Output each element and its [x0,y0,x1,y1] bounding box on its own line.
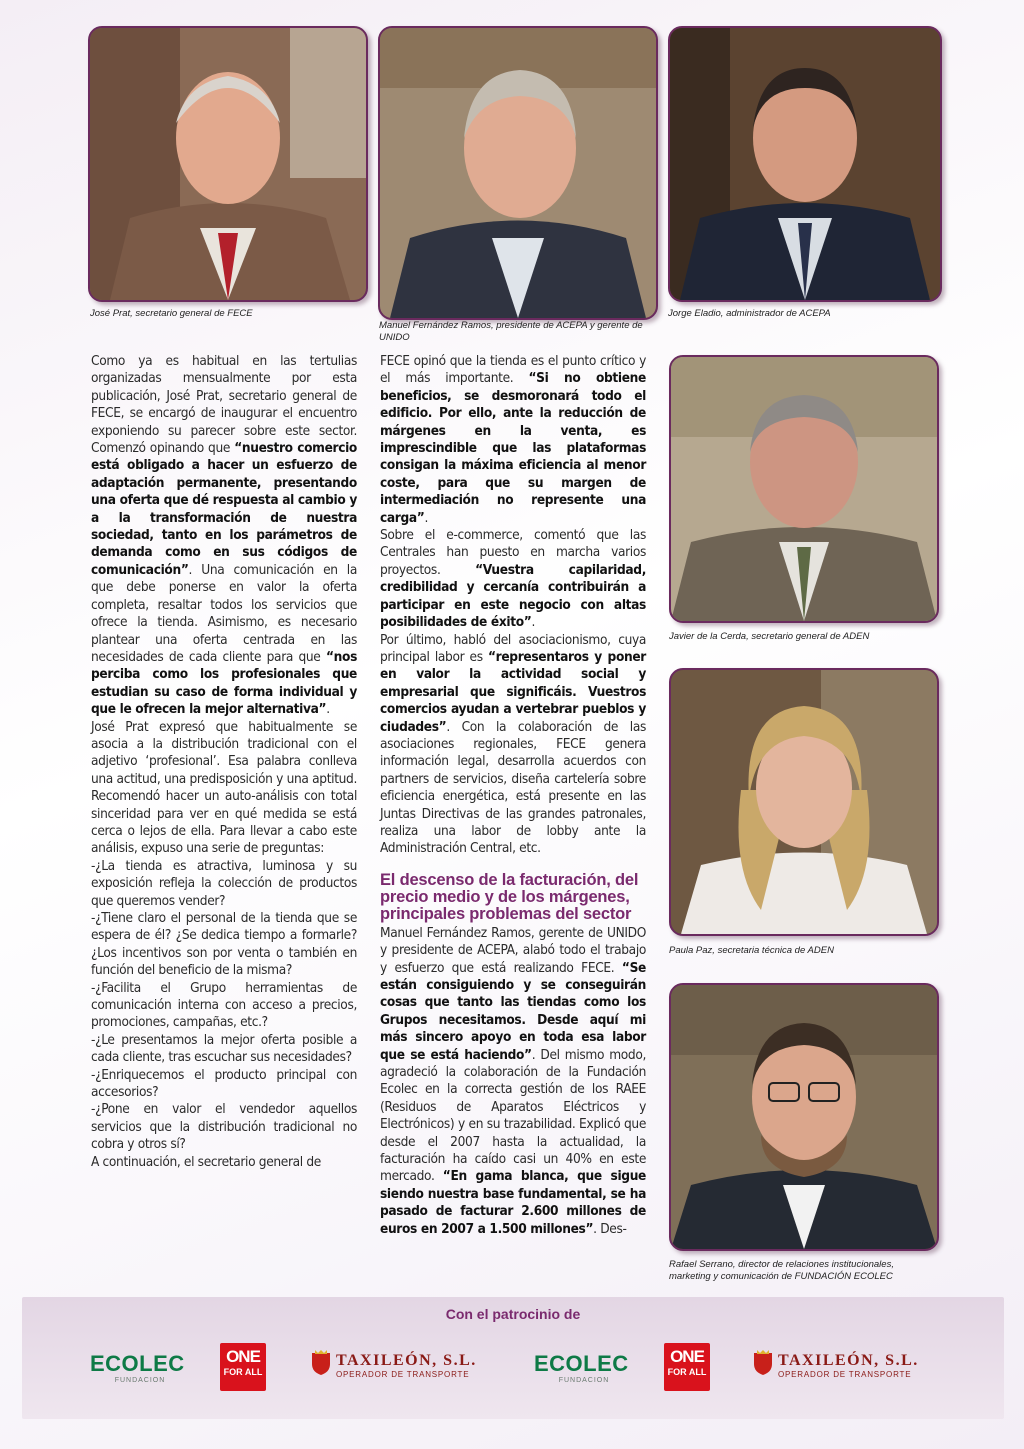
one-for-all-logo: ONE FOR ALL [220,1343,266,1391]
caption-manuel-fernandez: Manuel Fernández Ramos, presidente de ACEPA y gerente de UNIDO [379,320,643,343]
crest-icon [752,1350,774,1376]
photo-jorge-eladio [668,26,942,302]
paragraph: FECE opinó que la tienda es el punto crítico y el más importante. “Si no obtiene beneficios, se desmoronará todo el edificio. Por ello, ante la reducción de márgenes en la venta, es imprescindible que las plataformas consigan la máxima eficiencia al menor coste, para que su margen de intermediación no represente una carga”. [380,353,646,526]
caption-paula-paz: Paula Paz, secretaria técnica de ADEN [669,945,834,956]
section-subheading: El descenso de la facturación, del precio medio y de los márgenes, principales problemas del sector [380,870,639,923]
sponsor-band [22,1297,1004,1419]
caption-jorge-eladio: Jorge Eladio, administrador de ACEPA [668,308,831,319]
article-column-2 [380,353,646,1238]
photo-rafael-serrano [669,983,939,1251]
photo-jose-prat [88,26,368,302]
photo-manuel-fernandez [378,26,658,320]
ecolec-logo: ECOLEC FUNDACION [90,1351,185,1384]
question-item: -¿Tiene claro el personal de la tienda que se espera de él? ¿Se dedica tiempo a formarle? ¿Los incentivos son por venta o también en función del beneficio de la misma? [91,910,357,979]
paragraph: A continuación, el secretario general de [91,1153,321,1170]
question-item: -¿Le presentamos la mejor oferta posible a cada cliente, tras escuchar sus necesidades? [91,1031,357,1066]
paragraph: Por último, habló del asociacionismo, cuya principal labor es “representaros y poner en valor la actividad social y empresarial que significáis. Vuestros comercios ayudan a vertebrar pueblos y ciudades”. Con la colaboración de las asociaciones regionales, FECE genera información legal, desarrolla acuerdos con partners de servicios, diseña cartelería sobre eficiencia energética, está presente en las Juntas Directivas de las grandes patronales, realiza una labor de lobby ante la Administración Central, etc. [380,631,646,857]
question-item: -¿Facilita el Grupo herramientas de comunicación interna con acceso a precios, promociones, campañas, etc.? [91,979,357,1031]
question-item: -¿La tienda es atractiva, luminosa y su exposición refleja la colección de productos que queremos vender? [91,857,357,909]
paragraph: José Prat expresó que habitualmente se asocia a la distribución tradicional con el adjetivo ‘profesional’. Esa palabra conlleva una actitud, una predisposición y una aptitud. Recomendó hacer un auto-análisis con total sinceridad para ver en qué medida se está cerca o lejos de ella. Para llevar a cabo este análisis, expuso una serie de preguntas: [91,718,357,857]
sponsor-title: Con el patrocinio de [445,1306,581,1322]
one-for-all-logo: ONE FOR ALL [664,1343,710,1391]
article-column-1 [91,353,357,1171]
paragraph: Manuel Fernández Ramos, gerente de UNIDO y presidente de ACEPA, alabó todo el trabajo y esfuerzo que está realizando FECE. “Se están consiguiendo y se conseguirán cosas que tanto las tiendas como los Grupos necesitamos. Desde aquí mi más sincero apoyo en toda esa labor que se está haciendo”. Del mismo modo, agradeció la colaboración de la Fundación Ecolec en la correcta gestión de los RAEE (Residuos de Aparatos Eléctricos y Electrónicos) y en su trazabilidad. Explicó que desde el 2007 hasta la actualidad, la facturación ha caído casi un 40% en este mercado. “En gama blanca, que sigue siendo nuestra base fundamental, se ha pasado de facturar 2.600 millones de euros en 2007 a 1.500 millones”. Des- [380,924,646,1237]
caption-jose-prat: José Prat, secretario general de FECE [90,308,253,319]
photo-paula-paz [669,668,939,936]
photo-javier-de-la-cerda [669,355,939,623]
paragraph: Sobre el e-commerce, comentó que las Centrales han puesto en marcha varios proyectos. “Vuestra capilaridad, credibilidad y cercanía contribuirán a participar en este negocio con altas posibilidades de éxito”. [380,527,646,631]
question-item: -¿Enriquecemos el producto principal con accesorios? [91,1066,357,1101]
caption-javier-de-la-cerda: Javier de la Cerda, secretario general de ADEN [669,631,870,642]
ecolec-logo: ECOLEC FUNDACION [534,1351,629,1384]
caption-rafael-serrano-line1: Rafael Serrano, director de relaciones institucionales, [669,1259,894,1270]
caption-rafael-serrano [669,1259,949,1283]
question-item: -¿Pone en valor el vendedor aquellos servicios que la distribución tradicional no cobra y otros sí? [91,1101,357,1153]
taxileon-logo: TAXILEÓN, S.L. OPERADOR DE TRANSPORTE [752,1352,952,1379]
crest-icon [310,1350,332,1376]
paragraph: Como ya es habitual en las tertulias organizadas mensualmente por esta publicación, José Prat, secretario general de FECE, se encargó de inaugurar el encuentro exponiendo su parecer sobre este sector. Comenzó opinando que “nuestro comercio está obligado a hacer un esfuerzo de adaptación permanente, presentando una oferta que dé respuesta al cambio y a la transformación de nuestra sociedad, tanto en los parámetros de demanda como en sus códigos de comunicación”. Una comunicación en la que debe ponerse en valor la oferta completa, resaltar todos los servicios que ofrece la tienda. Asimismo, es necesario plantear una oferta centrada en las necesidades de cada cliente para que “nos perciba como los profesionales que estudian su caso de forma individual y que le ofrecen la mejor alternativa”. [91,353,357,718]
taxileon-logo: TAXILEÓN, S.L. OPERADOR DE TRANSPORTE [310,1352,510,1379]
caption-rafael-serrano-line2: marketing y comunicación de FUNDACIÓN ECOLEC [669,1271,893,1282]
